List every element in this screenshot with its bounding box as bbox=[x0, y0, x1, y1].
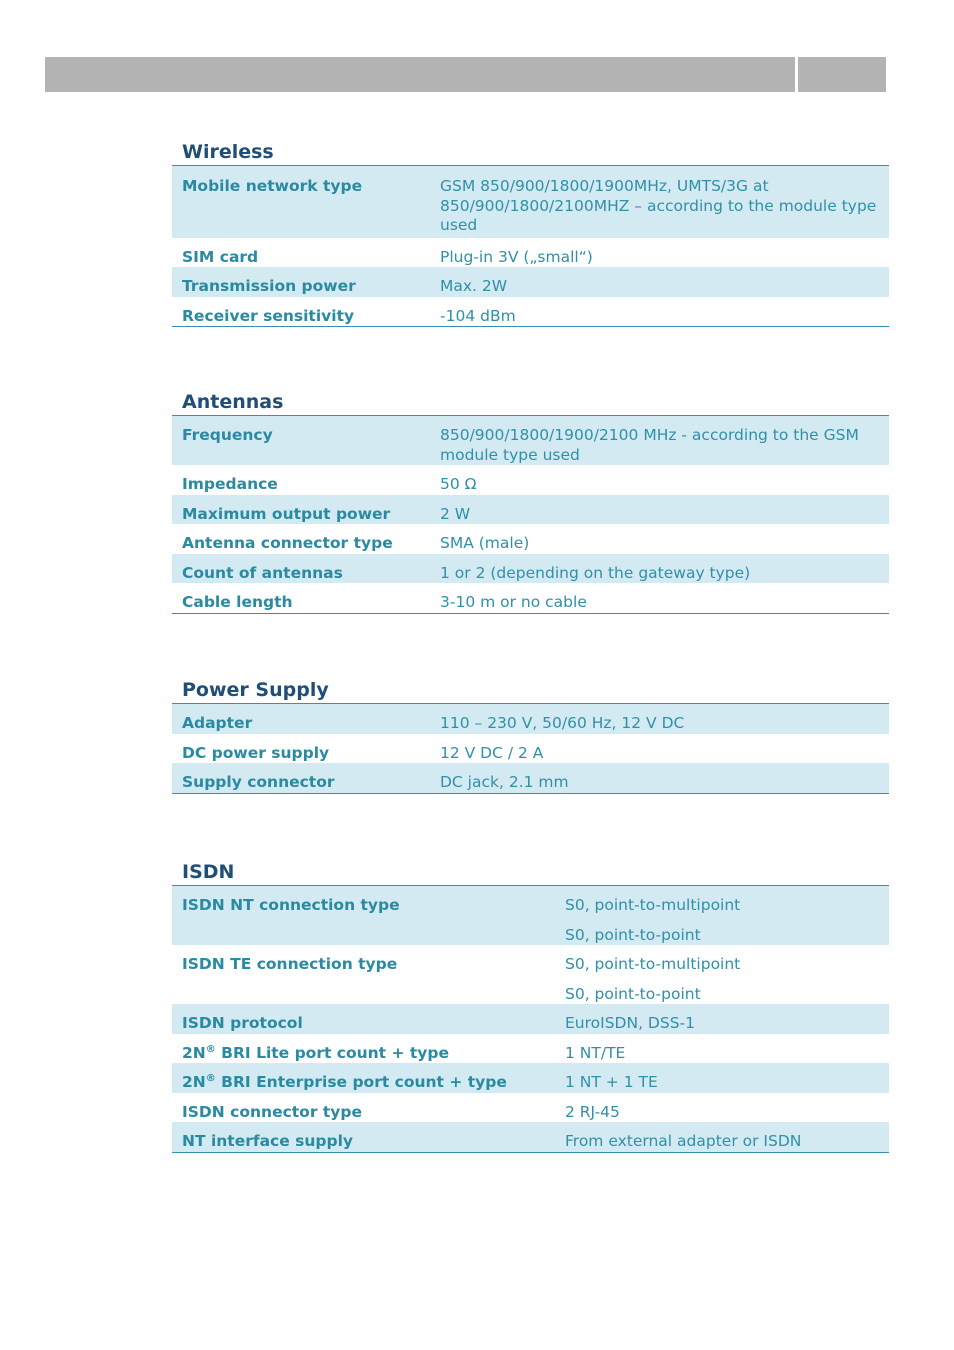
table-row bbox=[172, 297, 889, 327]
row-value bbox=[555, 945, 889, 1004]
row-value: 50 Ω bbox=[440, 475, 477, 493]
section-title: Antennas bbox=[172, 390, 889, 416]
table-row bbox=[172, 1093, 889, 1123]
table-row bbox=[172, 166, 889, 238]
row-value: EuroISDN, DSS-1 bbox=[555, 1004, 889, 1034]
row-label: Receiver sensitivity bbox=[182, 306, 355, 325]
table-row bbox=[172, 704, 889, 734]
row-value: 1 NT/TE bbox=[565, 1043, 626, 1062]
antennas-section bbox=[172, 390, 889, 614]
row-value-line: S0, point-to-point bbox=[565, 925, 701, 944]
row-label: Antenna connector type bbox=[182, 534, 393, 552]
row-label: Transmission power bbox=[172, 267, 430, 297]
table-row bbox=[172, 734, 889, 764]
row-value: 2 RJ-45 bbox=[565, 1102, 620, 1121]
page-number-box bbox=[798, 57, 886, 92]
row-value: SMA (male) bbox=[440, 534, 530, 552]
registered-mark: ® bbox=[205, 1072, 216, 1084]
table-row bbox=[172, 495, 889, 525]
row-value: DC jack, 2.1 mm bbox=[430, 763, 889, 793]
power-supply-table bbox=[172, 704, 889, 794]
antennas-table bbox=[172, 416, 889, 614]
label-prefix: 2N bbox=[182, 1073, 206, 1091]
row-value-line: S0, point-to-point bbox=[565, 984, 701, 1003]
row-label: Mobile network type bbox=[172, 166, 430, 238]
row-label: Adapter bbox=[172, 704, 430, 734]
row-label: NT interface supply bbox=[172, 1122, 555, 1152]
row-value: 850/900/1800/1900/2100 MHz - according to the GSM module type used bbox=[430, 416, 889, 465]
table-row bbox=[172, 1122, 889, 1152]
row-label: ISDN protocol bbox=[172, 1004, 555, 1034]
section-title: ISDN bbox=[172, 860, 889, 886]
row-label: Frequency bbox=[172, 416, 430, 465]
power-supply-section bbox=[172, 678, 889, 794]
row-value: -104 dBm bbox=[440, 306, 516, 325]
row-value: 2 W bbox=[430, 495, 889, 525]
table-row bbox=[172, 763, 889, 793]
row-label: SIM card bbox=[182, 247, 259, 266]
row-label bbox=[172, 1034, 555, 1064]
section-title: Wireless bbox=[172, 140, 889, 166]
row-value: GSM 850/900/1800/1900MHz, UMTS/3G at 850/900/1800/2100MHZ – according to the module type used bbox=[430, 166, 889, 238]
row-value-line: S0, point-to-multipoint bbox=[565, 955, 741, 973]
row-label: Supply connector bbox=[172, 763, 430, 793]
row-label: Count of antennas bbox=[172, 554, 430, 584]
page-header-bar bbox=[45, 57, 795, 92]
table-row bbox=[172, 886, 889, 945]
table-row bbox=[172, 238, 889, 268]
row-label: ISDN NT connection type bbox=[172, 886, 555, 945]
row-label: ISDN connector type bbox=[182, 1102, 362, 1121]
table-row bbox=[172, 1004, 889, 1034]
row-label: DC power supply bbox=[182, 743, 330, 762]
table-row bbox=[172, 554, 889, 584]
isdn-table bbox=[172, 886, 889, 1153]
table-row bbox=[172, 945, 889, 1004]
section-title: Power Supply bbox=[172, 678, 889, 704]
isdn-section bbox=[172, 860, 889, 1153]
row-value: 12 V DC / 2 A bbox=[440, 743, 544, 762]
registered-mark: ® bbox=[205, 1043, 216, 1055]
table-row bbox=[172, 583, 889, 613]
table-row bbox=[172, 524, 889, 554]
label-rest: BRI Enterprise port count + type bbox=[215, 1073, 507, 1091]
table-row bbox=[172, 1063, 889, 1093]
wireless-section bbox=[172, 140, 889, 327]
table-row bbox=[172, 1034, 889, 1064]
table-row bbox=[172, 465, 889, 495]
row-value: From external adapter or ISDN bbox=[555, 1122, 889, 1152]
table-row bbox=[172, 267, 889, 297]
row-label: Impedance bbox=[182, 475, 278, 493]
label-rest: BRI Lite port count + type bbox=[215, 1043, 449, 1062]
wireless-table bbox=[172, 166, 889, 327]
label-prefix: 2N bbox=[182, 1043, 206, 1062]
row-value-line: S0, point-to-multipoint bbox=[565, 896, 741, 914]
row-label: Maximum output power bbox=[172, 495, 430, 525]
row-value: 1 or 2 (depending on the gateway type) bbox=[430, 554, 889, 584]
row-label: ISDN TE connection type bbox=[182, 955, 398, 973]
table-row bbox=[172, 416, 889, 465]
row-label bbox=[172, 1063, 555, 1093]
row-value: Max. 2W bbox=[430, 267, 889, 297]
row-value: 3-10 m or no cable bbox=[440, 593, 587, 611]
row-value: Plug-in 3V („small“) bbox=[440, 247, 593, 266]
row-value bbox=[555, 886, 889, 945]
row-label: Cable length bbox=[182, 593, 293, 611]
row-value: 1 NT + 1 TE bbox=[555, 1063, 889, 1093]
row-value: 110 – 230 V, 50/60 Hz, 12 V DC bbox=[430, 704, 889, 734]
